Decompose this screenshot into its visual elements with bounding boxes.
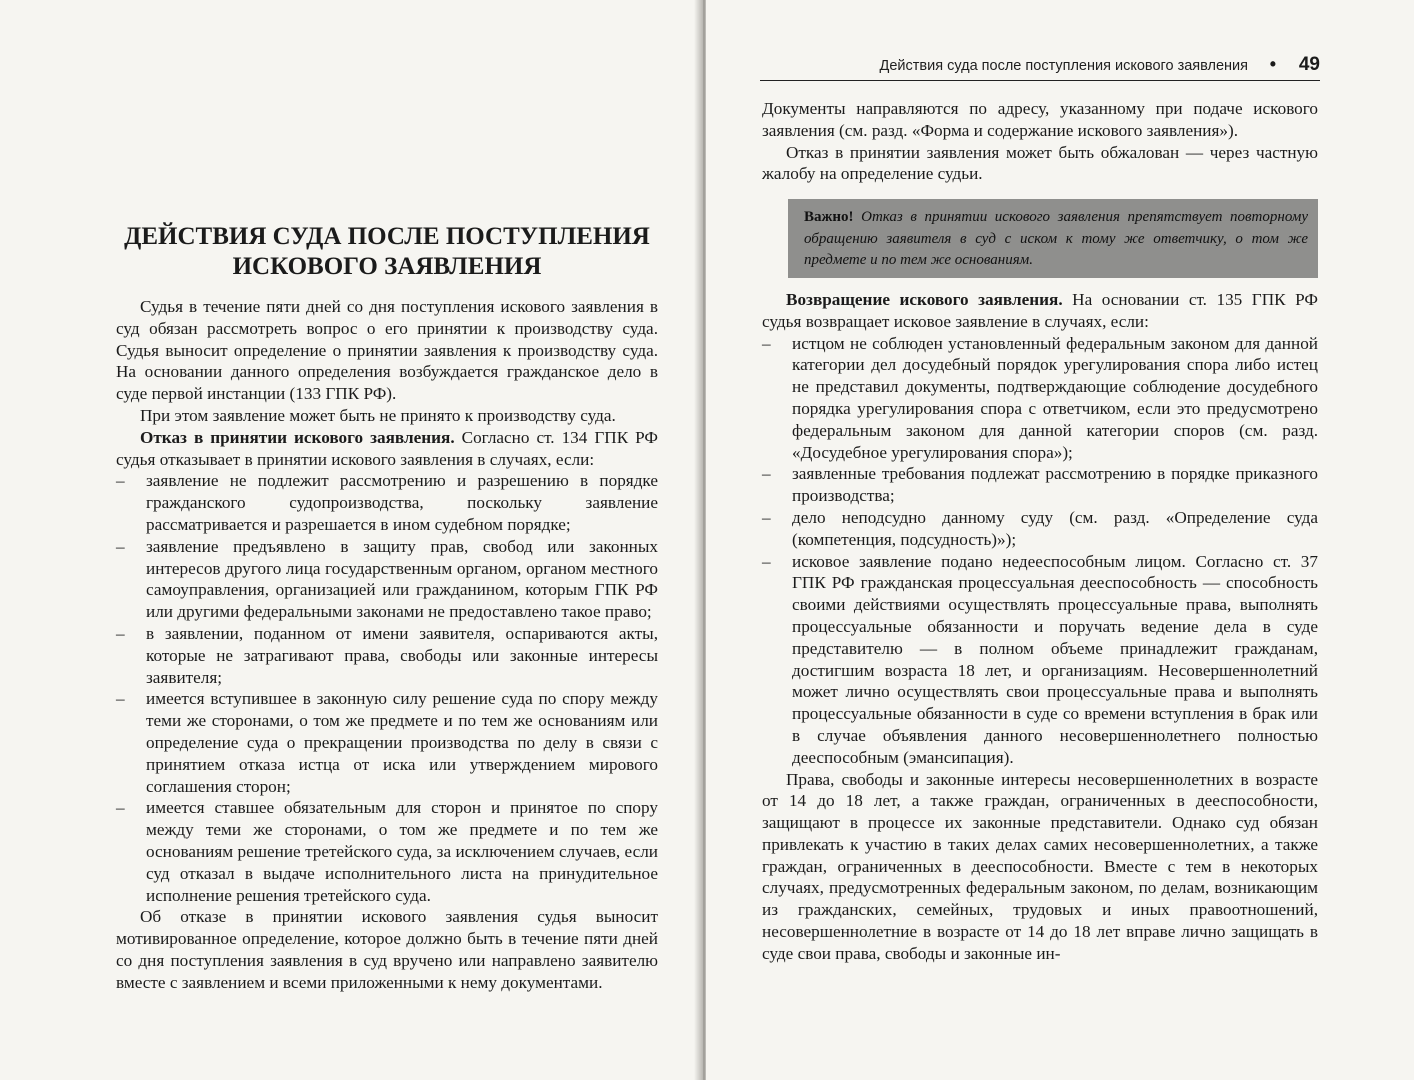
refusal-grounds-list <box>116 470 658 906</box>
paragraph: Судья в течение пяти дней со дня поступления искового заявления в суд обязан рассмотреть вопрос о его принятии к производству суда. Судья выносит определение о принятии заявления к производству суда. На основании данного определения возбуждается гражданское дело в суде первой инстанции (133 ГПК РФ). <box>116 297 658 404</box>
list-item <box>116 536 658 623</box>
left-page <box>0 0 700 1080</box>
paragraph-text: Согласно ст. 134 ГПК РФ судья отказывает в принятии искового заявления в случаях, если: <box>116 427 658 469</box>
page-number: 49 <box>1298 54 1320 75</box>
important-note-text: Отказ в принятии искового заявления препятствует повторному обращению заявителя в суд с иском к тому же ответчику, о том же предмете и по тем же основаниям. <box>804 209 1308 269</box>
paragraph-refusal-intro <box>116 427 658 471</box>
chapter-title-line2: ИСКОВОГО ЗАЯВЛЕНИЯ <box>232 253 542 280</box>
list-item <box>762 551 1318 769</box>
important-note-box <box>788 199 1318 278</box>
list-item-text: заявленные требования подлежат рассмотрению в порядке приказного производства; <box>792 464 1318 506</box>
list-marker: – <box>116 471 125 491</box>
list-item <box>116 688 658 797</box>
paragraph: Отказ в принятии заявления может быть обжалован — через частную жалобу на определение судьи. <box>762 142 1318 184</box>
list-marker: – <box>116 798 125 818</box>
list-marker: – <box>762 333 771 353</box>
running-header-title: Действия суда после поступления искового заявления <box>879 58 1248 74</box>
list-marker: – <box>762 507 771 527</box>
list-item <box>116 797 658 906</box>
list-item-text: исковое заявление подано недееспособным лицом. Согласно ст. 37 ГПК РФ гражданская процессуальная дееспособность — способность своими действиями осуществлять процессуальные права, выполнять процессуальные обязанности и поручать ведение дела в суде представителю — в полном объеме принадлежит гражданам, достигшим возраста 18 лет, и организациям. Несовершеннолетний может лично осуществлять свои процессуальные права и выполнять процессуальные обязанности в суде со времени вступления в брак или в случае объявления данного несовершеннолетнего полностью дееспособным (эмансипация). <box>792 551 1318 767</box>
list-item-text: имеется вступившее в законную силу решение суда по спору между теми же сторонами, о том же предмете и по тем же основаниям или определение суда о прекращении производства по делу в связи с принятием отказа истца от иска или утверждением мирового соглашения сторон; <box>146 689 658 796</box>
paragraph-return-intro <box>762 289 1318 333</box>
paragraph: Документы направляются по адресу, указанному при подаче искового заявления (см. разд. «Форма и содержание искового заявления»). <box>762 99 1318 140</box>
list-item-text: в заявлении, поданном от имени заявителя, оспариваются акты, которые не затрагивают права, свободы или законные интересы заявителя; <box>146 623 658 687</box>
running-header <box>760 54 1320 81</box>
list-item <box>116 470 658 535</box>
section-heading-return: Возвращение искового заявления. <box>786 289 1063 309</box>
paragraph: Об отказе в принятии искового заявления судья выносит мотивированное определение, которое должно быть в течение пяти дней со дня поступления заявления в суд вручено или направлено заявителю вместе с заявлением и всеми приложенными к нему документами. <box>116 907 658 992</box>
list-item-text: истцом не соблюден установленный федеральным законом для данной категории дел досудебный порядок урегулирования спора либо истец не представил документы, подтверждающие соблюдение досудебного порядка урегулирования спора с ответчиком, если это предусмотрено федеральным законом для данной категории споров (см. разд. «Досудебное урегулирования спора»); <box>792 333 1318 462</box>
paragraph-text: На основании ст. 135 ГПК РФ судья возвращает исковое заявление в случаях, если: <box>762 289 1318 331</box>
right-page-body <box>762 98 1318 965</box>
list-item-text: заявление не подлежит рассмотрению и разрешению в порядке гражданского судопроизводства, поскольку заявление рассматривается и разрешается в ином судебном порядке; <box>146 471 658 534</box>
list-item <box>762 507 1318 551</box>
important-note <box>804 207 1308 272</box>
list-marker: – <box>116 623 125 643</box>
section-heading-refusal: Отказ в принятии искового заявления. <box>140 427 455 447</box>
list-item-text: заявление предъявлено в защиту прав, свобод или законных интересов другого лица государственным органом, органом местного самоуправления, организацией или гражданином, которым ГПК РФ или другими федеральными законами не предоставлено такое право; <box>146 536 658 622</box>
list-item-text: дело неподсудно данному суду (см. разд. «Определение суда (компетенция, подсудность)»); <box>792 507 1318 549</box>
list-marker: – <box>116 536 125 556</box>
return-grounds-list <box>762 333 1318 769</box>
list-item <box>762 463 1318 507</box>
list-marker: – <box>762 551 771 571</box>
running-header-bullet: • <box>1269 54 1276 74</box>
important-note-label: Важно! <box>804 209 854 226</box>
list-item <box>762 333 1318 464</box>
chapter-title-line1: ДЕЙСТВИЯ СУДА ПОСЛЕ ПОСТУПЛЕНИЯ <box>124 223 650 250</box>
list-marker: – <box>116 689 125 709</box>
paragraph: Права, свободы и законные интересы несовершеннолетних в возрасте от 14 до 18 лет, а также граждан, ограниченных в дееспособности, защищают в процессе их законные представители. Однако суд обязан привлекать к участию в таких делах самих несовершеннолетних, а также граждан, ограниченных в дееспособности. Вместе с тем в некоторых случаях, предусмотренных федеральным законом, по делам, возникающим из гражданских, семейных, трудовых и иных правоотношений, несовершеннолетние в возрасте от 14 до 18 лет вправе лично защищать в суде свои права, свободы и законные ин- <box>762 769 1318 963</box>
left-page-body <box>116 296 658 994</box>
paragraph: При этом заявление может быть не принято к производству суда. <box>140 405 616 425</box>
chapter-title <box>116 222 658 282</box>
list-marker: – <box>762 464 771 484</box>
list-item-text: имеется ставшее обязательным для сторон и принятое по спору между теми же сторонами, о том же предмете и по тем же основаниям решение третейского суда, за исключением случаев, если суд отказал в выдаче исполнительного листа на принудительное исполнение решения третейского суда. <box>146 798 658 905</box>
list-item <box>116 623 658 688</box>
